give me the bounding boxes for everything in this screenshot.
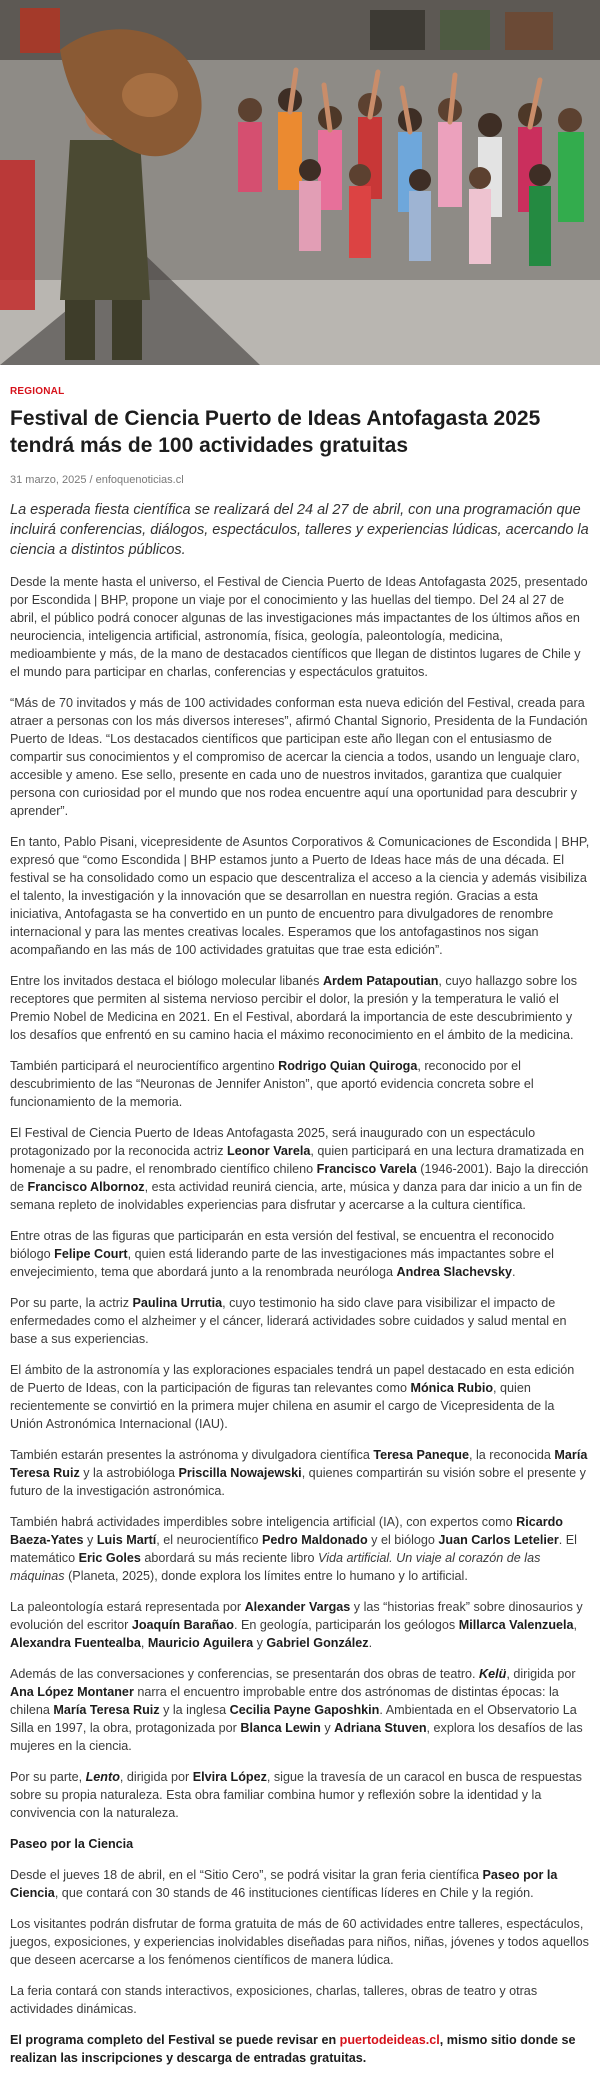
paragraph-2: “Más de 70 invitados y más de 100 actividades conforman esta nueva edición del Festival, creada para atraer a personas con los más diversos intereses”, afirmó Chantal Signorio, Presidenta de la Fundación Puerto de Ideas. “Los destacados científicos que participan este año llegan con el entusiasmo de compartir sus conocimientos y el compromiso de acercar la ciencia a todos, usando un lenguaje claro, accesible y ameno. Ese sello, presente en cada uno de nuestros invitados, garantiza que cualquier persona con curiosidad por el mundo que nos rodea encuentre aquí una oportunidad para descubrir y aprender”. xyxy=(10,696,588,818)
article-date: 31 marzo, 2025 xyxy=(10,474,87,486)
article-lead: La esperada fiesta científica se realizará del 24 al 27 de abril, con una programación que incluirá conferencias, diálogos, espectáculos, talleres y experiencias lúdicas, acercando la ciencia a distintos públicos. xyxy=(10,502,589,558)
paragraph-3: En tanto, Pablo Pisani, vicepresidente de Asuntos Corporativos & Comunicaciones de Escondida | BHP, expresó que “como Escondida | BHP estamos junto a Puerto de Ideas hace más de una década. El festival se ha consolidado como un espacio que descentraliza el acceso a la ciencia y además visibiliza el talento, la investigación y la innovación que se desarrollan en nuestra región. Gracias a esta iniciativa, Antofagasta se ha convertido en un punto de encuentro para divulgadores de renombre internacional y para las mentes creativas locales. Esperamos que los antofagastinos nos sigan acompañando en las más de 100 actividades gratuitas que trae esta edición”. xyxy=(10,835,590,957)
meta-separator: / xyxy=(86,474,96,486)
paragraph-7: Entre otras de las figuras que participarán en esta versión del festival, se encuentra el reconocido biólogo Felipe Court, quien está liderando parte de las investigaciones más impactantes sobre el envejecimiento, tema que abordará junto a la renombrada neuróloga Andrea Slachevsky. xyxy=(10,1229,554,1279)
section-label[interactable]: REGIONAL xyxy=(10,386,65,397)
hero-photo-illustration xyxy=(0,0,600,365)
program-link[interactable]: puertodeideas.cl xyxy=(339,2033,440,2047)
paragraph-9: El ámbito de la astronomía y las exploraciones espaciales tendrá un papel destacado en esta edición de Puerto de Ideas, con la participación de figuras tan relevantes como Mónica Rubio, quien recientemente se convirtió en la primera mujer chilena en asumir el cargo de Vicepresidenta de la Unión Astronómica Internacional (IAU). xyxy=(10,1363,575,1431)
paragraph-16: Los visitantes podrán disfrutar de forma gratuita de más de 60 actividades entre talleres, espectáculos, juegos, exposiciones, y experiencias inolvidables diseñadas para niños, niñas, jóvenes y todos aquellos que deseen acercarse a los fenómenos científicos de manera lúdica. xyxy=(10,1917,589,1967)
paragraph-1: Desde la mente hasta el universo, el Festival de Ciencia Puerto de Ideas Antofagasta 2025, presentado por Escondida | BHP, propone un viaje por el conocimiento y las huellas del tiempo. Del 24 al 27 de abril, el público podrá conocer algunas de las investigaciones más impactantes de los últimos años en neurociencia, inteligencia artificial, astronomía, física, geología, paleontología, medicina, medioambiente y más, de la mano de destacados científicos que llegan de distintos lugares de Chile y el mundo para participar en charlas, conferencias y espectáculos gratuitos. xyxy=(10,575,588,679)
paragraph-5: También participará el neurocientífico argentino Rodrigo Quian Quiroga, reconocido por el descubrimiento de las “Neuronas de Jennifer Aniston”, que aportó evidencia concreta sobre el funcionamiento de la memoria. xyxy=(10,1059,534,1109)
hero-image xyxy=(0,0,600,365)
paragraph-8: Por su parte, la actriz Paulina Urrutia, cuyo testimonio ha sido clave para visibilizar el impacto de enfermedades como el alzheimer y el cáncer, liderará actividades sobre cuidados y salud mental en base a sus experiencias. xyxy=(10,1296,567,1346)
subheading-paseo: Paseo por la Ciencia xyxy=(10,1837,134,1851)
paragraph-11: También habrá actividades imperdibles sobre inteligencia artificial (IA), con expertos como Ricardo Baeza-Yates y Luis Martí, el neurocientífico Pedro Maldonado y el biólogo Juan Carlos Letelier. El matemático Eric Goles abordará su más reciente libro Vida artificial. Un viaje al corazón de las máquinas (Planeta, 2025), donde explora los límites entre lo humano y lo artificial. xyxy=(10,1515,577,1583)
paragraph-final: El programa completo del Festival se puede revisar en puertodeideas.cl, mismo sitio donde se realizan las inscripciones y descarga de entradas gratuitas. xyxy=(10,2033,576,2065)
article-title: Festival de Ciencia Puerto de Ideas Antofagasta 2025 tendrá más de 100 actividades gratuitas xyxy=(10,407,541,457)
paragraph-10: También estarán presentes la astrónoma y divulgadora científica Teresa Paneque, la reconocida María Teresa Ruiz y la astrobióloga Priscilla Nowajewski, quienes compartirán su visión sobre el presente y futuro de la investigación astronómica. xyxy=(10,1448,588,1498)
paragraph-14: Por su parte, Lento, dirigida por Elvira López, sigue la travesía de un caracol en busca de respuestas sobre su propia naturaleza. Esta obra familiar combina humor y reflexión sobre la identidad y la convivencia con la naturaleza. xyxy=(10,1770,582,1820)
paragraph-6: El Festival de Ciencia Puerto de Ideas Antofagasta 2025, será inaugurado con un espectáculo protagonizado por la reconocida actriz Leonor Varela, quien participará en una lectura dramatizada en homenaje a su padre, el renombrado científico chileno Francisco Varela (1946-2001). Bajo la dirección de Francisco Albornoz, esta actividad reunirá ciencia, arte, música y danza para dar inicio a un fin de semana repleto de inolvidables experiencias para disfrutar y acercarse a la cultura científica. xyxy=(10,1126,589,1212)
paragraph-12: La paleontología estará representada por Alexander Vargas y las “historias freak” sobre dinosaurios y evolución del escritor Joaquín Barañao. En geología, participarán los geólogos Millarca Valenzuela, Alexandra Fuentealba, Mauricio Aguilera y Gabriel González. xyxy=(10,1600,583,1650)
paragraph-15: Desde el jueves 18 de abril, en el “Sitio Cero”, se podrá visitar la gran feria científica Paseo por la Ciencia, que contará con 30 stands de 46 instituciones científicas líderes en Chile y la región. xyxy=(10,1868,558,1900)
article-meta xyxy=(10,474,590,486)
article-source[interactable]: enfoquenoticias.cl xyxy=(95,474,184,486)
paragraph-13: Además de las conversaciones y conferencias, se presentarán dos obras de teatro. Kelü, dirigida por Ana López Montaner narra el encuentro improbable entre dos astrónomas de distintas épocas: la chilena María Teresa Ruiz y la inglesa Cecilia Payne Gaposhkin. Ambientada en el Observatorio La Silla en 1997, la obra, protagonizada por Blanca Lewin y Adriana Stuven, explora los desafíos de las mujeres en la ciencia. xyxy=(10,1667,583,1753)
paragraph-4: Entre los invitados destaca el biólogo molecular libanés Ardem Patapoutian, cuyo hallazgo sobre los receptores que permiten al sistema nervioso percibir el dolor, la presión y la temperatura le valió el Premio Nobel de Medicina en 2021. En el Festival, abordará la importancia de este descubrimiento y los desafíos que enfrentó en su camino hacia el máximo reconocimiento en el ámbito de la medicina. xyxy=(10,974,578,1042)
paragraph-17: La feria contará con stands interactivos, exposiciones, charlas, talleres, obras de teatro y otras actividades dinámicas. xyxy=(10,1984,538,2016)
article xyxy=(0,386,600,2067)
